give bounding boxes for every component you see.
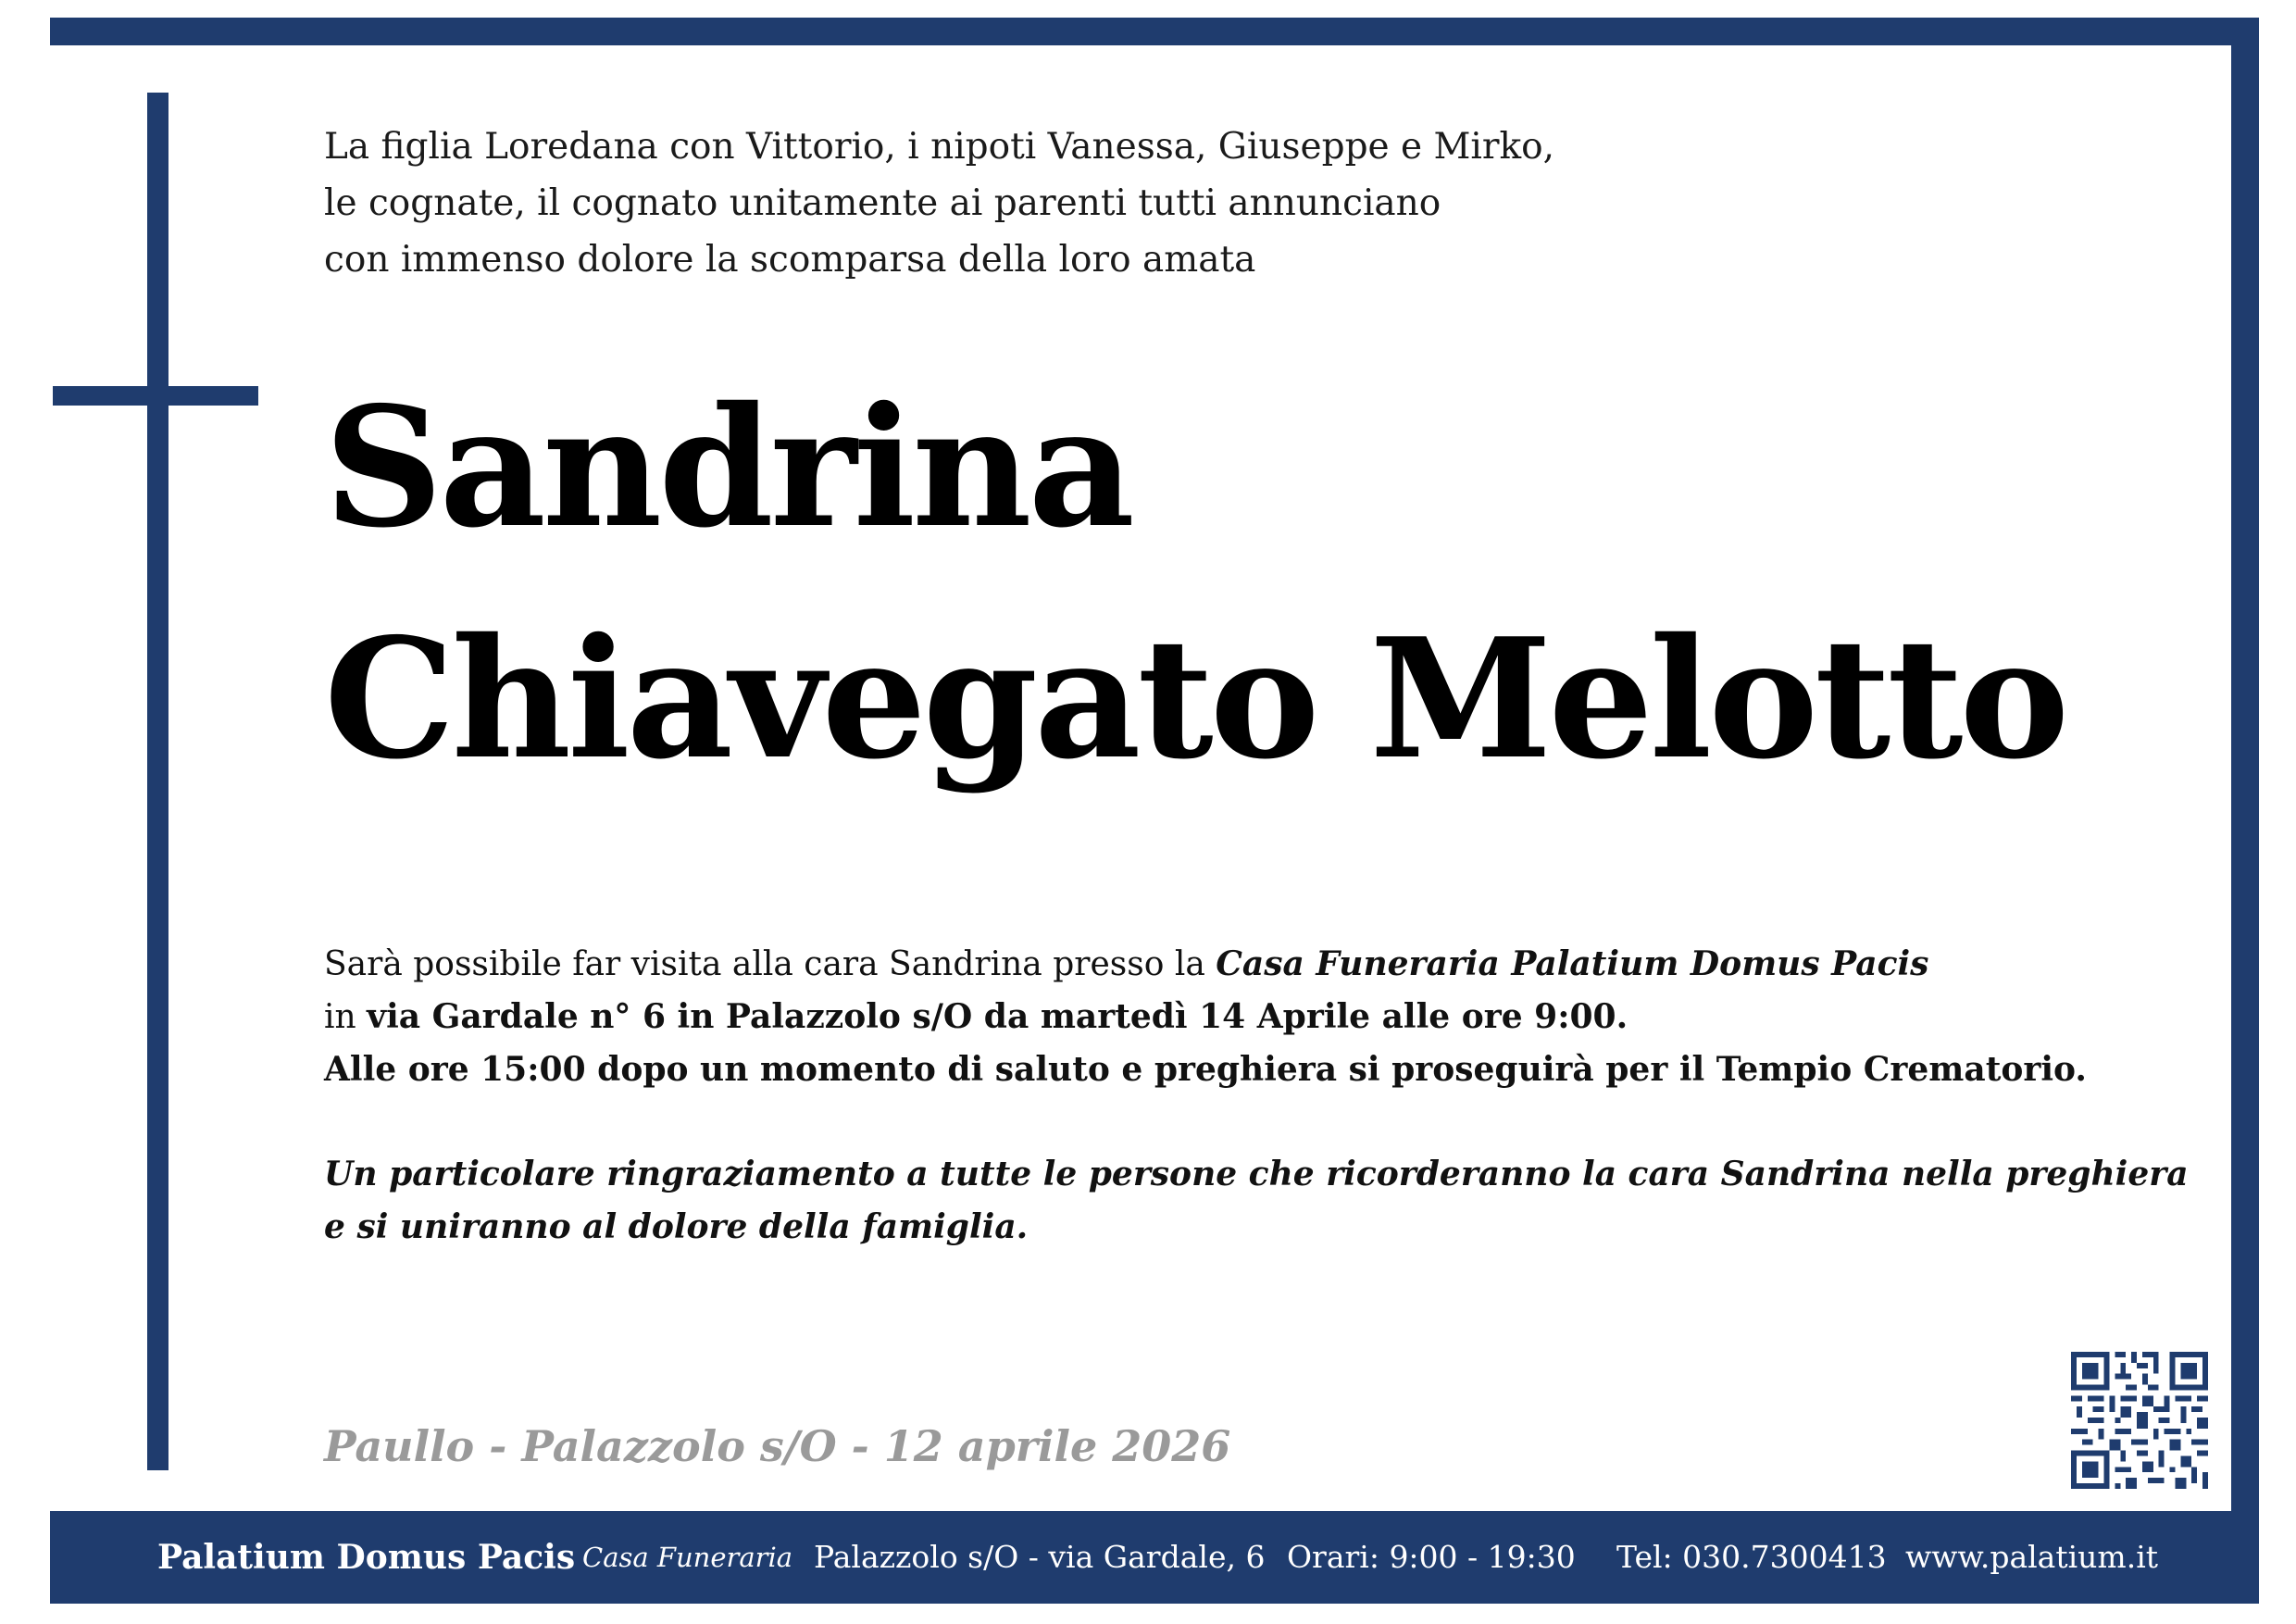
- visitation-details: [324, 938, 2176, 1096]
- deceased-first-name: Sandrina: [324, 370, 1131, 564]
- thanks-line-1: Un particolare ringraziamento a tutte le persone che ricorderanno la cara Sandrina nella preghiera: [324, 1155, 2189, 1193]
- cross-horizontal-bar: [53, 386, 258, 406]
- details-line-2: [324, 991, 2176, 1043]
- cross-vertical-bar: [147, 93, 168, 1470]
- funeral-home-name: Casa Funeraria Palatium Domus Pacis: [1216, 944, 1929, 983]
- qr-code-icon[interactable]: [2070, 1352, 2209, 1489]
- details-line-2-prefix: in: [324, 998, 368, 1036]
- footer-phone[interactable]: Tel: 030.7300413: [1616, 1539, 1887, 1575]
- footer-kind: Casa Funeraria: [582, 1542, 793, 1573]
- footer-hours: Orari: 9:00 - 19:30: [1287, 1539, 1576, 1575]
- thanks-line-2: e si uniranno al dolore della famiglia.: [324, 1207, 1029, 1246]
- place-date: Paullo - Palazzolo s/O - 12 aprile 2026: [324, 1421, 1231, 1471]
- announcement-intro: [324, 119, 2083, 288]
- footer-address: Palazzolo s/O - via Gardale, 6: [814, 1539, 1266, 1575]
- details-line-1-text: Sarà possibile far visita alla cara Sandrina presso la: [324, 945, 1217, 983]
- footer-brand: Palatium Domus Pacis: [157, 1538, 576, 1577]
- frame-top-border: [50, 18, 2259, 45]
- details-line-3: Alle ore 15:00 dopo un momento di saluto e preghiera si proseguirà per il Tempio Crematorio.: [324, 1050, 2087, 1089]
- thanks-message: [324, 1148, 2189, 1254]
- visitation-address-time: via Gardale n° 6 in Palazzolo s/O da martedì 14 Aprile alle ore 9:00.: [367, 997, 1628, 1036]
- footer-website-link[interactable]: www.palatium.it: [1905, 1539, 2159, 1575]
- intro-line-3: con immenso dolore la scomparsa della loro amata: [324, 239, 1256, 281]
- details-line-1: [324, 938, 2176, 991]
- intro-line-2: le cognate, il cognato unitamente ai parenti tutti annunciano: [324, 182, 1441, 224]
- deceased-name: [324, 352, 2176, 815]
- frame-right-border: [2231, 18, 2259, 1518]
- intro-line-1: La figlia Loredana con Vittorio, i nipoti Vanessa, Giuseppe e Mirko,: [324, 126, 1555, 168]
- deceased-last-name: Chiavegato Melotto: [324, 602, 2066, 795]
- footer-bar: [50, 1511, 2259, 1604]
